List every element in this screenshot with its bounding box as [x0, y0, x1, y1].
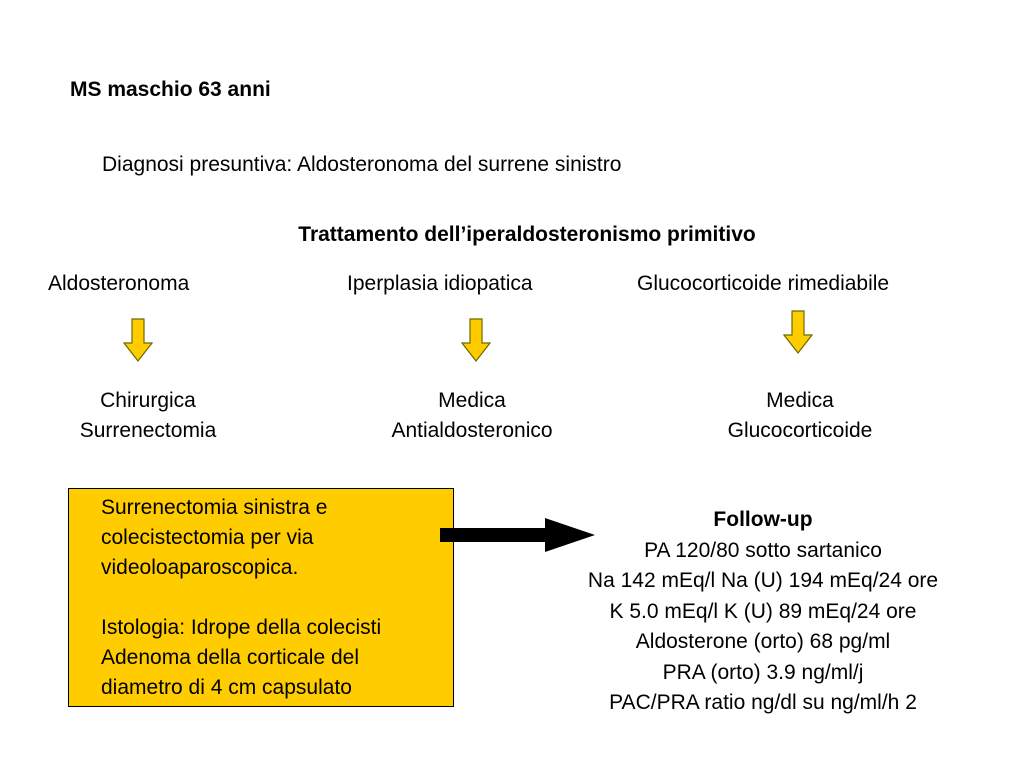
followup-block	[520, 505, 1006, 719]
followup-line: PRA (orto) 3.9 ng/ml/j	[662, 660, 864, 684]
result-line: Surrenectomia	[79, 419, 217, 442]
followup-line: PAC/PRA ratio ng/dl su ng/ml/h 2	[609, 691, 917, 714]
result-line: Antialdosteronico	[391, 419, 553, 442]
column-result-medica-antialdosteronico	[357, 386, 587, 446]
surgery-line: videoloaparoscopica.	[101, 556, 299, 579]
result-line: Chirurgica	[100, 389, 196, 412]
surgery-line: Surrenectomia sinistra e	[101, 496, 328, 519]
column-head-iperplasia: Iperplasia idiopatica	[347, 272, 533, 295]
column-head-aldosteronoma: Aldosteronoma	[48, 272, 190, 295]
followup-line: Na 142 mEq/l Na (U) 194 mEq/24 ore	[587, 569, 939, 592]
column-result-chirurgica	[48, 386, 248, 446]
followup-line: Aldosterone (orto) 68 pg/ml	[635, 630, 891, 653]
surgery-line: colecistectomia per via	[101, 526, 314, 549]
followup-line: K 5.0 mEq/l K (U) 89 mEq/24 ore	[609, 599, 917, 623]
surgery-text	[101, 493, 381, 703]
surgery-box	[68, 488, 454, 707]
followup-title: Follow-up	[713, 508, 813, 531]
histology-line: diametro di 4 cm capsulato	[101, 676, 352, 699]
histology-line: Istologia: Idrope della colecisti	[101, 616, 382, 639]
result-line: Medica	[766, 389, 834, 412]
result-line: Glucocorticoide	[727, 419, 873, 442]
down-arrow-icon	[783, 310, 813, 354]
down-arrow-icon	[123, 318, 153, 362]
down-arrow-icon	[461, 318, 491, 362]
histology-line: Adenoma della corticale del	[101, 646, 359, 669]
followup-line: PA 120/80 sotto sartanico	[644, 538, 882, 562]
result-line: Medica	[438, 389, 506, 412]
diagnosis-text: Diagnosi presuntiva: Aldosteronoma del surrene sinistro	[102, 153, 622, 176]
treatment-title: Trattamento dell’iperaldosteronismo primitivo	[298, 223, 756, 246]
column-result-medica-glucocorticoide	[690, 386, 910, 446]
column-head-glucocorticoide: Glucocorticoide rimediabile	[637, 272, 890, 295]
patient-heading: MS maschio 63 anni	[70, 78, 271, 101]
